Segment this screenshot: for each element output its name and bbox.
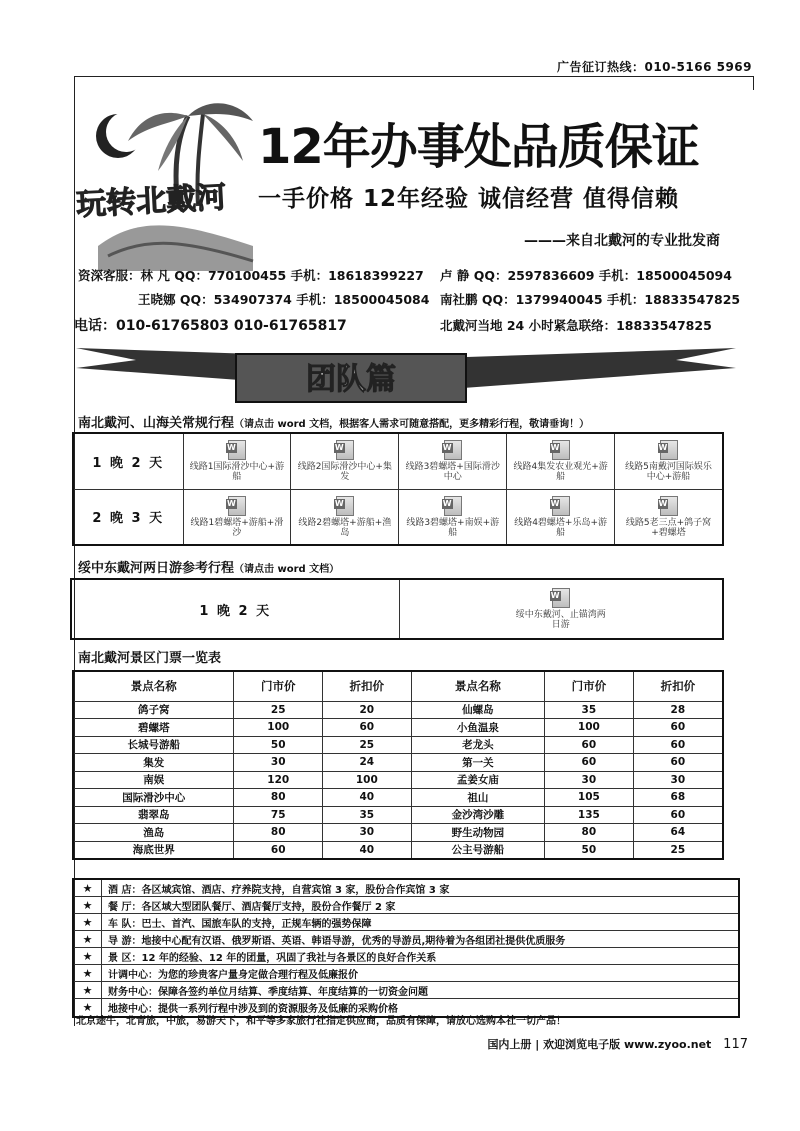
table-cell: 30 — [234, 754, 323, 772]
table-cell: 鸽子窝 — [73, 701, 234, 719]
table-header-row — [73, 671, 723, 701]
route-doc[interactable]: W 线路3碧螺塔+南娱+游船 — [399, 489, 507, 545]
section1-title-text: 南北戴河、山海关常规行程 — [78, 416, 235, 431]
table-cell: 金沙湾沙雕 — [411, 806, 544, 824]
section1-note: （请点击 word 文档，根据客人需求可随意搭配，更多精彩行程，敬请垂询！） — [234, 419, 590, 430]
route-doc[interactable]: W 线路5南戴河国际娱乐中心+游船 — [615, 433, 723, 489]
table-cell: 公主号游船 — [411, 841, 544, 859]
word-doc-icon — [444, 496, 462, 516]
banner-title: 团队篇 — [306, 362, 396, 397]
table-cell: 40 — [323, 841, 412, 859]
ticket-table — [72, 670, 724, 860]
table-cell: 60 — [633, 754, 723, 772]
row-label: 1 晚 2 天 — [73, 433, 183, 489]
section-banner — [76, 346, 736, 406]
table-cell: 20 — [323, 701, 412, 719]
table-cell: 75 — [234, 806, 323, 824]
row-label: 2 晚 3 天 — [73, 489, 183, 545]
row-label: 1 晚 2 天 — [71, 579, 399, 639]
column-header: 折扣价 — [633, 671, 723, 701]
table-cell: 第一关 — [411, 754, 544, 772]
service-row — [74, 948, 738, 965]
section2-title-text: 绥中东戴河两日游参考行程 — [78, 561, 235, 576]
star-icon: ★ — [74, 982, 102, 998]
headline: 12年办事处品质保证 — [258, 119, 699, 175]
table-row — [73, 433, 723, 489]
table-cell: 25 — [234, 701, 323, 719]
table-cell: 80 — [234, 824, 323, 842]
table-cell: 100 — [234, 719, 323, 737]
table-cell: 长城号游船 — [73, 736, 234, 754]
table-row — [73, 841, 723, 859]
top-rule — [75, 76, 754, 77]
column-header: 折扣价 — [323, 671, 412, 701]
table-cell: 小鱼温泉 — [411, 719, 544, 737]
source-line: ———来自北戴河的专业批发商 — [524, 233, 720, 249]
service-text: 财务中心：保障各签约单位月结算、季度结算、年度结算的一切资金问题 — [108, 986, 428, 998]
table-cell: 海底世界 — [73, 841, 234, 859]
star-icon: ★ — [74, 880, 102, 896]
table-cell: 30 — [323, 824, 412, 842]
route-doc[interactable]: W 线路2国际滑沙中心+集发 — [291, 433, 399, 489]
table-cell: 80 — [234, 789, 323, 807]
route-doc[interactable]: W 线路4集发农业观光+游船 — [507, 433, 615, 489]
table-cell: 南娱 — [73, 771, 234, 789]
table-row — [73, 719, 723, 737]
service-text: 景 区：12 年的经验、12 年的团量，巩固了我社与各景区的良好合作关系 — [108, 952, 437, 964]
service-row — [74, 982, 738, 999]
table-row — [73, 736, 723, 754]
service-row — [74, 931, 738, 948]
section2-note: （请点击 word 文档） — [234, 564, 340, 575]
table-cell: 25 — [323, 736, 412, 754]
table-cell: 碧螺塔 — [73, 719, 234, 737]
star-icon: ★ — [74, 914, 102, 930]
service-row — [74, 880, 738, 897]
contact-row-3-right: 北戴河当地 24 小时紧急联络：18833547825 — [440, 318, 712, 333]
table-cell: 60 — [545, 736, 634, 754]
word-doc-icon — [552, 440, 570, 460]
table-cell: 135 — [545, 806, 634, 824]
word-doc-icon — [228, 496, 246, 516]
table-cell: 24 — [323, 754, 412, 772]
table-row — [73, 789, 723, 807]
route-doc[interactable]: W 线路4碧螺塔+乐岛+游船 — [507, 489, 615, 545]
star-icon: ★ — [74, 999, 102, 1016]
table-cell: 60 — [633, 719, 723, 737]
word-doc-icon — [444, 440, 462, 460]
table-cell: 100 — [545, 719, 634, 737]
table-cell: 80 — [545, 824, 634, 842]
table-cell: 40 — [323, 789, 412, 807]
word-doc-icon — [336, 440, 354, 460]
word-doc-icon — [660, 496, 678, 516]
footer-bar — [487, 1036, 748, 1052]
service-text: 车 队：巴士、首汽、国旅车队的支持，正规车辆的强势保障 — [108, 918, 372, 930]
word-doc-icon — [552, 588, 570, 608]
table-cell: 50 — [234, 736, 323, 754]
table-cell: 30 — [545, 771, 634, 789]
table-cell: 国际滑沙中心 — [73, 789, 234, 807]
column-header: 门市价 — [234, 671, 323, 701]
word-doc-icon — [228, 440, 246, 460]
contact-row-3-left: 电话：010-61765803 010-61765817 — [74, 318, 347, 334]
table-cell: 渔岛 — [73, 824, 234, 842]
route-doc[interactable]: W 线路5老三点+鸽子窝+碧螺塔 — [615, 489, 723, 545]
route-doc[interactable]: W 线路1碧螺塔+游船+滑沙 — [183, 489, 291, 545]
table-row — [73, 489, 723, 545]
table-row — [73, 754, 723, 772]
word-doc-icon — [660, 440, 678, 460]
service-row — [74, 965, 738, 982]
table-cell: 35 — [545, 701, 634, 719]
table-cell: 60 — [234, 841, 323, 859]
column-header: 景点名称 — [411, 671, 544, 701]
table-row — [73, 824, 723, 842]
table-row — [71, 579, 723, 639]
table-cell: 60 — [545, 754, 634, 772]
route-doc[interactable]: W 绥中东戴河、止锚湾两日游 — [399, 579, 723, 639]
table-cell: 120 — [234, 771, 323, 789]
service-row — [74, 914, 738, 931]
service-text: 计调中心：为您的珍贵客户量身定做合理行程及低廉报价 — [108, 969, 358, 981]
table-cell: 28 — [633, 701, 723, 719]
slogan: 一手价格 12年经验 诚信经营 值得信赖 — [258, 186, 680, 212]
table-cell: 60 — [633, 736, 723, 754]
word-doc-icon — [552, 496, 570, 516]
star-icon: ★ — [74, 897, 102, 913]
table-cell: 60 — [323, 719, 412, 737]
star-icon: ★ — [74, 931, 102, 947]
table-cell: 25 — [633, 841, 723, 859]
table-cell: 野生动物园 — [411, 824, 544, 842]
star-icon: ★ — [74, 965, 102, 981]
route-doc[interactable]: W 线路2碧螺塔+游船+渔岛 — [291, 489, 399, 545]
table-cell: 30 — [633, 771, 723, 789]
footer-note: 北京途牛，北青旅，中旅，易游天下，和平等多家旅行社指定供应商，品质有保障，请放心选购本社一切产品！ — [76, 1016, 566, 1027]
table-cell: 翡翠岛 — [73, 806, 234, 824]
table-cell: 集发 — [73, 754, 234, 772]
route-doc[interactable]: W 线路1国际滑沙中心+游船 — [183, 433, 291, 489]
footer-bar-text: 国内上册 | 欢迎浏览电子版 www.zyoo.net — [487, 1038, 712, 1051]
route-doc[interactable]: W 线路3碧螺塔+国际滑沙中心 — [399, 433, 507, 489]
table-cell: 仙螺岛 — [411, 701, 544, 719]
table-cell: 100 — [323, 771, 412, 789]
table-row — [73, 806, 723, 824]
route-table-2 — [70, 578, 724, 640]
section2-title — [78, 557, 339, 576]
service-text: 导 游：地接中心配有汉语、俄罗斯语、英语、韩语导游，优秀的导游员,期待着为各组团社提供优质服务 — [108, 935, 566, 947]
contact-row-2-right: 南社鹏 QQ：1379940045 手机：18833547825 — [440, 292, 741, 307]
column-header: 门市价 — [545, 671, 634, 701]
contact-row-1-left: 资深客服：林 凡 QQ：770100455 手机：18618399227 — [78, 268, 424, 283]
page-number: 117 — [723, 1037, 748, 1052]
table-cell: 35 — [323, 806, 412, 824]
service-row — [74, 897, 738, 914]
table-row — [73, 701, 723, 719]
service-text: 酒 店：各区域宾馆、酒店、疗养院支持，自营宾馆 3 家，股份合作宾馆 3 家 — [108, 884, 450, 896]
star-icon: ★ — [74, 948, 102, 964]
table-cell: 孟姜女庙 — [411, 771, 544, 789]
contact-row-2-left: 王晓娜 QQ：534907374 手机：18500045084 — [138, 292, 430, 307]
column-header: 景点名称 — [73, 671, 234, 701]
service-text: 地接中心：提供一系列行程中涉及到的资源服务及低廉的采购价格 — [108, 1004, 398, 1015]
table-cell: 50 — [545, 841, 634, 859]
table-row — [73, 771, 723, 789]
table-cell: 105 — [545, 789, 634, 807]
table-cell: 64 — [633, 824, 723, 842]
table-cell: 老龙头 — [411, 736, 544, 754]
service-text: 餐 厅：各区域大型团队餐厅、酒店餐厅支持，股份合作餐厅 2 家 — [108, 901, 396, 913]
ad-hotline: 广告征订热线：010-5166 5969 — [556, 60, 752, 74]
section1-title — [78, 412, 589, 431]
section3-title: 南北戴河景区门票一览表 — [78, 651, 222, 666]
route-table-1 — [72, 432, 724, 546]
logo-text: 玩转北戴河 — [75, 180, 227, 223]
right-tick — [753, 76, 754, 90]
word-doc-icon — [336, 496, 354, 516]
table-cell: 68 — [633, 789, 723, 807]
contact-row-1-right: 卢 静 QQ：2597836609 手机：18500045094 — [440, 268, 732, 283]
table-cell: 60 — [633, 806, 723, 824]
services-box — [72, 878, 740, 1018]
table-cell: 祖山 — [411, 789, 544, 807]
